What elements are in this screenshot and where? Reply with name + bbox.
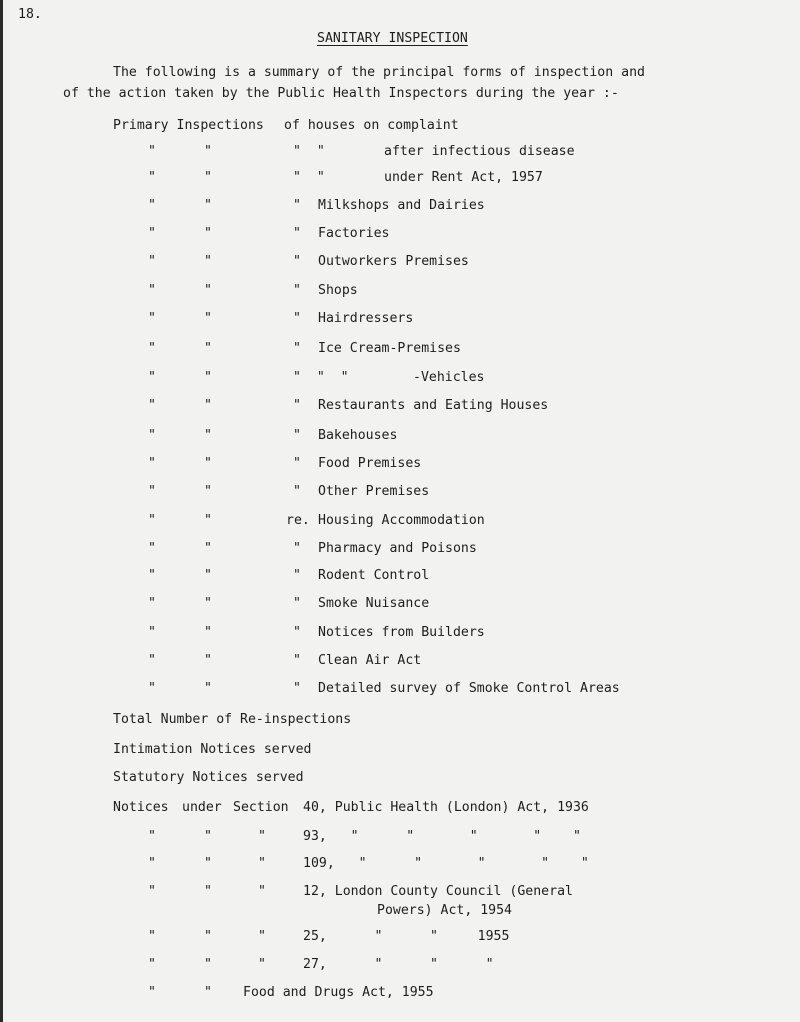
ditto-mark: " xyxy=(148,398,156,413)
ditto-mark: " xyxy=(204,283,212,298)
ditto-mark: " xyxy=(204,513,212,528)
ditto-mark: " xyxy=(148,428,156,443)
ditto-mark: " xyxy=(293,398,301,413)
row-description: Smoke Nuisance xyxy=(318,596,430,611)
ditto-mark: " xyxy=(204,428,212,443)
ditto-mark: " xyxy=(204,341,212,356)
ditto-mark: " xyxy=(293,283,301,298)
ditto-mark: " xyxy=(293,541,301,556)
ditto-mark: " xyxy=(204,226,212,241)
ditto-mark: " " xyxy=(293,144,325,159)
ditto-mark: " xyxy=(148,829,156,844)
row-description: Restaurants and Eating Houses xyxy=(318,398,549,413)
ditto-mark: " xyxy=(293,653,301,668)
row-description: of houses on complaint xyxy=(284,118,459,133)
ditto-mark: " xyxy=(204,653,212,668)
page-title: SANITARY INSPECTION xyxy=(317,31,468,46)
ditto-mark: " xyxy=(204,884,212,899)
ditto-mark: " xyxy=(148,283,156,298)
ditto-mark: " xyxy=(293,568,301,583)
row-description: Statutory Notices served xyxy=(113,770,304,785)
ditto-mark: " xyxy=(293,226,301,241)
ditto-mark: " xyxy=(293,311,301,326)
ditto-mark: " xyxy=(204,681,212,696)
row-description: Food Premises xyxy=(318,456,422,471)
ditto-mark: " xyxy=(148,341,156,356)
row-description-continued: Powers) Act, 1954 xyxy=(377,903,512,918)
ditto-mark: " xyxy=(258,957,266,972)
row-description: Clean Air Act xyxy=(318,653,422,668)
row-description: Detailed survey of Smoke Control Areas xyxy=(318,681,620,696)
ditto-mark: " xyxy=(148,170,156,185)
page-edge xyxy=(0,0,3,1022)
ditto-mark: " xyxy=(148,311,156,326)
intro-line-2: of the action taken by the Public Health Inspectors during the year :- xyxy=(63,86,619,101)
row-description: Pharmacy and Poisons xyxy=(318,541,477,556)
row-description: Rodent Control xyxy=(318,568,430,583)
primary-inspections-label: Primary Inspections xyxy=(113,118,264,133)
ditto-mark: " xyxy=(293,428,301,443)
ditto-mark: " xyxy=(148,226,156,241)
ditto-mark: " xyxy=(148,513,156,528)
ditto-mark: " xyxy=(148,144,156,159)
notices-word: Notices xyxy=(113,800,169,815)
ditto-mark: " xyxy=(148,456,156,471)
ditto-mark: " " xyxy=(293,170,325,185)
ditto-mark: " xyxy=(204,254,212,269)
ditto-mark: " xyxy=(293,596,301,611)
ditto-mark: " xyxy=(148,957,156,972)
ditto-mark: " xyxy=(204,829,212,844)
ditto-mark: " xyxy=(148,370,156,385)
ditto-mark: " xyxy=(258,884,266,899)
ditto-mark: " xyxy=(204,398,212,413)
ditto-mark: " xyxy=(204,484,212,499)
row-description: 12, London County Council (General xyxy=(303,884,573,899)
ditto-mark: " xyxy=(293,484,301,499)
row-description: 27, " " " xyxy=(303,957,494,972)
ditto-mark: " xyxy=(148,198,156,213)
row-description: Shops xyxy=(318,283,358,298)
row-description: under Rent Act, 1957 xyxy=(384,170,543,185)
ditto-mark: " xyxy=(148,484,156,499)
row-description: Bakehouses xyxy=(318,428,398,443)
ditto-mark: " xyxy=(204,456,212,471)
ditto-mark: " xyxy=(148,541,156,556)
ditto-mark: " xyxy=(148,625,156,640)
under-word: under xyxy=(182,800,222,815)
page-number: 18. xyxy=(18,7,42,22)
row-description: Milkshops and Dairies xyxy=(318,198,485,213)
row-description: Housing Accommodation xyxy=(318,513,485,528)
row-description: -Vehicles xyxy=(413,370,485,385)
ditto-mark: " xyxy=(204,370,212,385)
row-description: 40, Public Health (London) Act, 1936 xyxy=(303,800,589,815)
row-description: Intimation Notices served xyxy=(113,742,312,757)
ditto-mark: " xyxy=(204,856,212,871)
row-description: Other Premises xyxy=(318,484,430,499)
row-description: Notices from Builders xyxy=(318,625,485,640)
ditto-mark: " xyxy=(204,929,212,944)
row-description: Ice Cream-Premises xyxy=(318,341,461,356)
intro-line-1: The following is a summary of the principal forms of inspection and xyxy=(113,65,645,80)
row-description: Food and Drugs Act, 1955 xyxy=(243,985,434,1000)
row-description: 93, " " " " " xyxy=(303,829,581,844)
ditto-mark: " xyxy=(204,311,212,326)
ditto-mark: " xyxy=(258,829,266,844)
ditto-mark: " xyxy=(148,596,156,611)
ditto-mark: " xyxy=(204,144,212,159)
ditto-mark: " xyxy=(148,929,156,944)
row-description: Outworkers Premises xyxy=(318,254,469,269)
ditto-mark: " xyxy=(148,254,156,269)
ditto-mark: " xyxy=(293,681,301,696)
ditto-mark: " xyxy=(148,884,156,899)
ditto-mark: " xyxy=(204,957,212,972)
row-description: 109, " " " " " xyxy=(303,856,589,871)
ditto-mark: " xyxy=(148,856,156,871)
row-description: Hairdressers xyxy=(318,311,414,326)
ditto-mark: " xyxy=(204,625,212,640)
ditto-mark: " xyxy=(293,254,301,269)
ditto-mark: " " " xyxy=(293,370,349,385)
ditto-mark: " xyxy=(148,568,156,583)
ditto-mark: " xyxy=(148,985,156,1000)
row-description: Factories xyxy=(318,226,390,241)
ditto-mark: " xyxy=(204,596,212,611)
ditto-mark: " xyxy=(204,568,212,583)
row-description: Total Number of Re-inspections xyxy=(113,712,352,727)
ditto-mark: re. xyxy=(286,513,310,528)
section-word: Section xyxy=(233,800,289,815)
ditto-mark: " xyxy=(258,929,266,944)
ditto-mark: " xyxy=(293,341,301,356)
ditto-mark: " xyxy=(258,856,266,871)
ditto-mark: " xyxy=(293,625,301,640)
ditto-mark: " xyxy=(148,681,156,696)
ditto-mark: " xyxy=(204,198,212,213)
ditto-mark: " xyxy=(204,985,212,1000)
row-description: 25, " " 1955 xyxy=(303,929,510,944)
ditto-mark: " xyxy=(293,456,301,471)
ditto-mark: " xyxy=(148,653,156,668)
row-description: after infectious disease xyxy=(384,144,575,159)
ditto-mark: " xyxy=(204,170,212,185)
ditto-mark: " xyxy=(293,198,301,213)
ditto-mark: " xyxy=(204,541,212,556)
